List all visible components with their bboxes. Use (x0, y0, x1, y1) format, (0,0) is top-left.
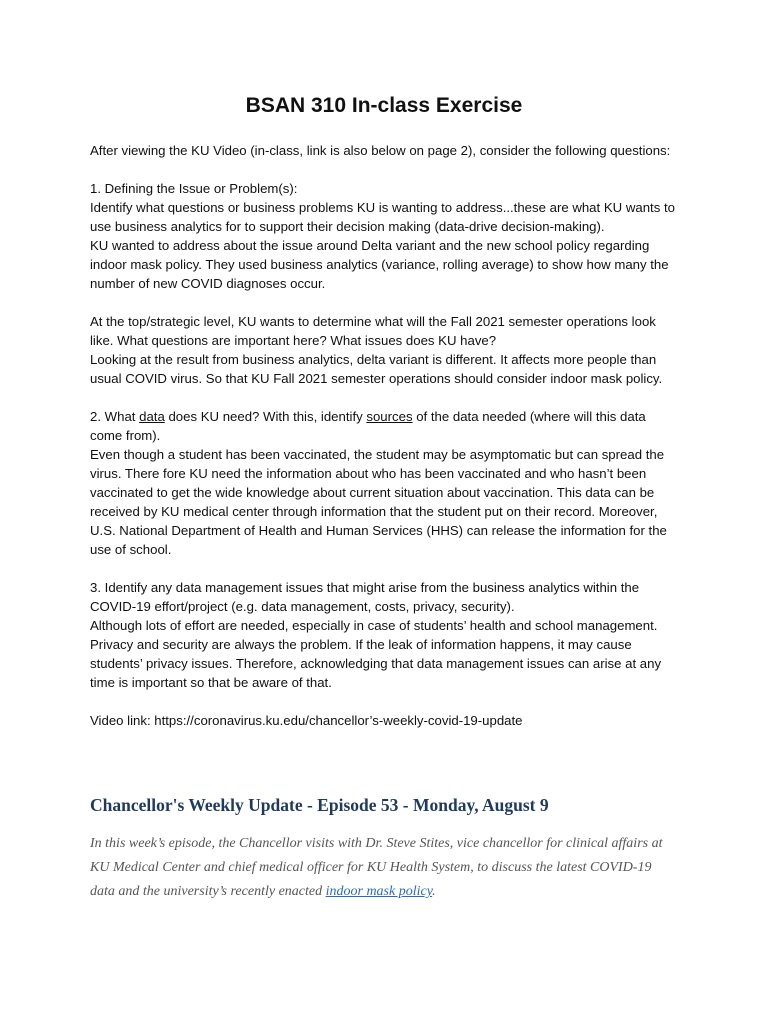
episode-desc-end: . (432, 884, 436, 899)
section1b-prompt: At the top/strategic level, KU wants to determine what will the Fall 2021 semester operations look like. What questions are important here? What issues does KU have? (90, 314, 656, 348)
section2-q-sources: sources (366, 409, 413, 424)
section1-answer: KU wanted to address about the issue around Delta variant and the new school policy regarding indoor mask policy. They used business analytics (variance, rolling average) to show how many the number of new COVID diagnoses occur. (90, 238, 669, 291)
section1-heading: 1. Defining the Issue or Problem(s): (90, 181, 298, 196)
section3-answer: Although lots of effort are needed, especially in case of students’ health and school management. Privacy and security are always the problem. If the leak of information happens, it may cause students’ privacy issues. Therefore, acknowledging that data management issues can arise at any time is important so that be aware of that. (90, 618, 662, 690)
section2-q-part1: 2. What (90, 409, 140, 424)
section2-answer: Even though a student has been vaccinated, the student may be asymptomatic but can spread the virus. There fore KU need the information about who has been vaccinated and who hasn’t been vaccinated to get the wide knowledge about current situation about vaccination. This data can be received by KU medical center through information that the student put on their record. Moreover, U.S. National Department of Health and Human Services (HHS) can release the information for the use of school. (90, 447, 667, 557)
episode-description (90, 832, 675, 904)
section3-prompt: 3. Identify any data management issues that might arise from the business analytics within the COVID-19 effort/project (e.g. data management, costs, privacy, security). (90, 580, 640, 614)
section2-q-part3: of the data needed (where will this data come from). (90, 409, 646, 443)
section2-q-data: data (139, 409, 165, 424)
intro-paragraph: After viewing the KU Video (in-class, link is also below on page 2), consider the following questions: (90, 143, 671, 158)
section2-q-part2: does KU need? With this, identify (164, 409, 367, 424)
chancellor-update-heading: Chancellor's Weekly Update - Episode 53 - Monday, August 9 (90, 795, 549, 815)
indoor-mask-policy-link[interactable]: indoor mask policy (325, 884, 433, 899)
section1b-answer: Looking at the result from business analytics, delta variant is different. It affects more people than usual COVID virus. So that KU Fall 2021 semester operations should consider indoor mask policy. (90, 352, 663, 386)
episode-desc-text: In this week’s episode, the Chancellor visits with Dr. Steve Stites, vice chancellor for clinical affairs at KU Medical Center and chief medical officer for KU Health System, to discuss the latest COVID-19 data and the university’s recently enacted (90, 836, 663, 899)
section1-prompt: Identify what questions or business problems KU is wanting to address...these are what KU wants to use business analytics for to support their decision making (data-drive decision-making). (90, 200, 675, 234)
video-link[interactable]: Video link: https://coronavirus.ku.edu/chancellor’s-weekly-covid-19-update (90, 713, 523, 728)
document-title: BSAN 310 In-class Exercise (245, 94, 523, 117)
document-body (90, 141, 680, 730)
section2-question (90, 407, 680, 445)
